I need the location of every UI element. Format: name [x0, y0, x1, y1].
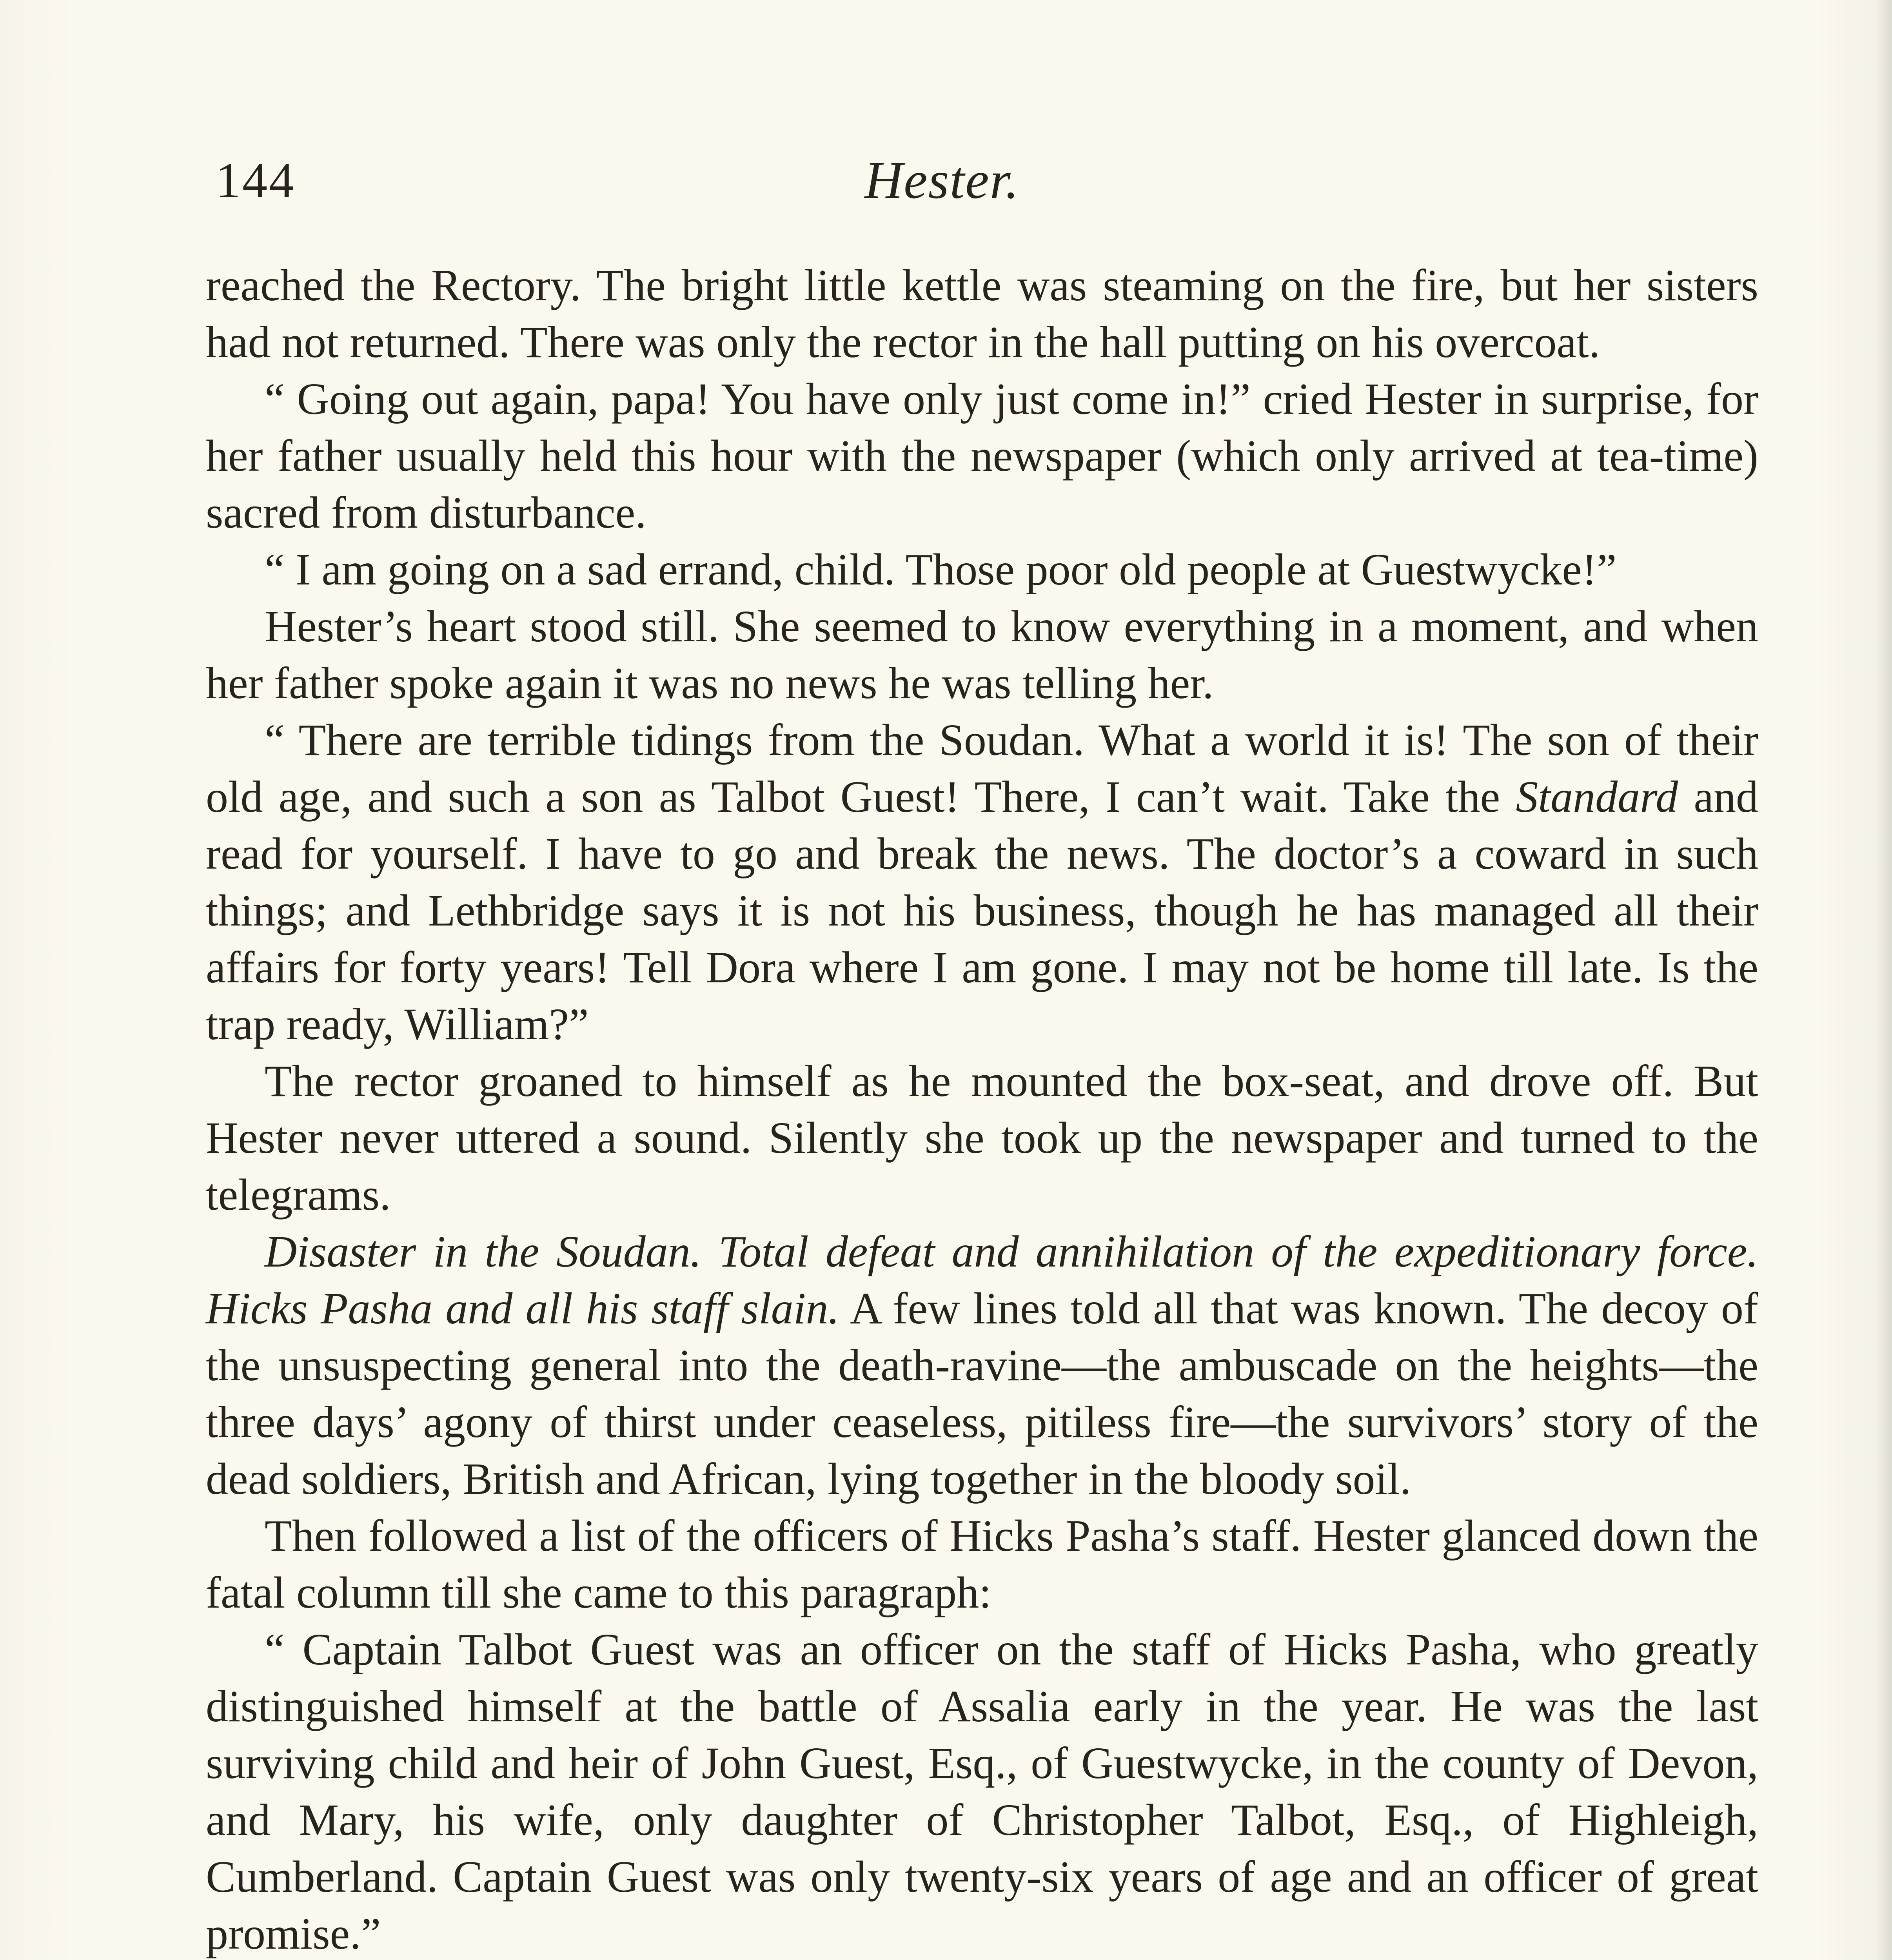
paragraph-5-text-before: “ There are terrible tidings from the Soudan. What a world it is! The son of their old age, and such a son as Talbot Guest! There, I can’t wait. Take the [206, 715, 1758, 822]
paragraph-9: “ Captain Talbot Guest was an officer on the staff of Hicks Pasha, who greatly distinguished himself at the battle of Assalia early in the year. He was the last surviving child and heir of John Guest, Esq., of Guestwycke, in the county of Devon, and Mary, his wife, only daughter of Christopher Talbot, Esq., of Highleigh, Cumberland. Captain Guest was only twenty-six years of age and an officer of great promise.” [206, 1624, 1758, 1958]
paragraph-2: “ Going out again, papa! You have only just come in!” cried Hester in surprise, for her father usually held this hour with the newspaper (which only arrived at tea-time) sacred from disturbance. [206, 374, 1758, 537]
running-title: Hester. [864, 151, 1020, 210]
newspaper-headline: Disaster in the Soudan. Total defeat and annihilation of the expeditionary force. Hicks Pasha and all his staff slain. [206, 1227, 1758, 1333]
paragraph-7 [206, 1223, 1758, 1507]
paragraph-7-text: A few lines told all that was known. The decoy of the unsuspecting general into the death-ravine—the ambuscade on the heights—the three days’ agony of thirst under ceaseless, pitiless fire—the survivors’ story of the dead soldiers, British and African, lying together in the bloody soil. [206, 1283, 1758, 1504]
paragraph-5-text-after: and read for yourself. I have to go and break the news. The doctor’s a coward in such things; and Lethbridge says it is not his business, though he has managed all their affairs for forty years! Tell Dora where I am gone. I may not be home till late. Is the trap ready, William?” [206, 772, 1758, 1049]
paragraph-5 [206, 711, 1758, 1053]
page-number: 144 [216, 152, 296, 208]
page-header [206, 151, 1774, 214]
paragraph-3: “ I am going on a sad errand, child. Those poor old people at Guestwycke!” [265, 544, 1617, 594]
page-edge-shadow [1876, 0, 1892, 1960]
body-text [206, 257, 1758, 1960]
paragraph-8: Then followed a list of the officers of Hicks Pasha’s staff. Hester glanced down the fatal column till she came to this paragraph: [206, 1511, 1758, 1617]
paragraph-6: The rector groaned to himself as he mounted the box-seat, and drove off. But Hester never uttered a sound. Silently she took up the newspaper and turned to the telegrams. [206, 1056, 1758, 1220]
paragraph-1: reached the Rectory. The bright little kettle was steaming on the fire, but her sisters had not returned. There was only the rector in the hall putting on his overcoat. [206, 260, 1758, 367]
paragraph-4: Hester’s heart stood still. She seemed to know everything in a moment, and when her father spoke again it was no news he was telling her. [206, 601, 1758, 708]
standard-newspaper-title: Standard [1516, 772, 1678, 822]
